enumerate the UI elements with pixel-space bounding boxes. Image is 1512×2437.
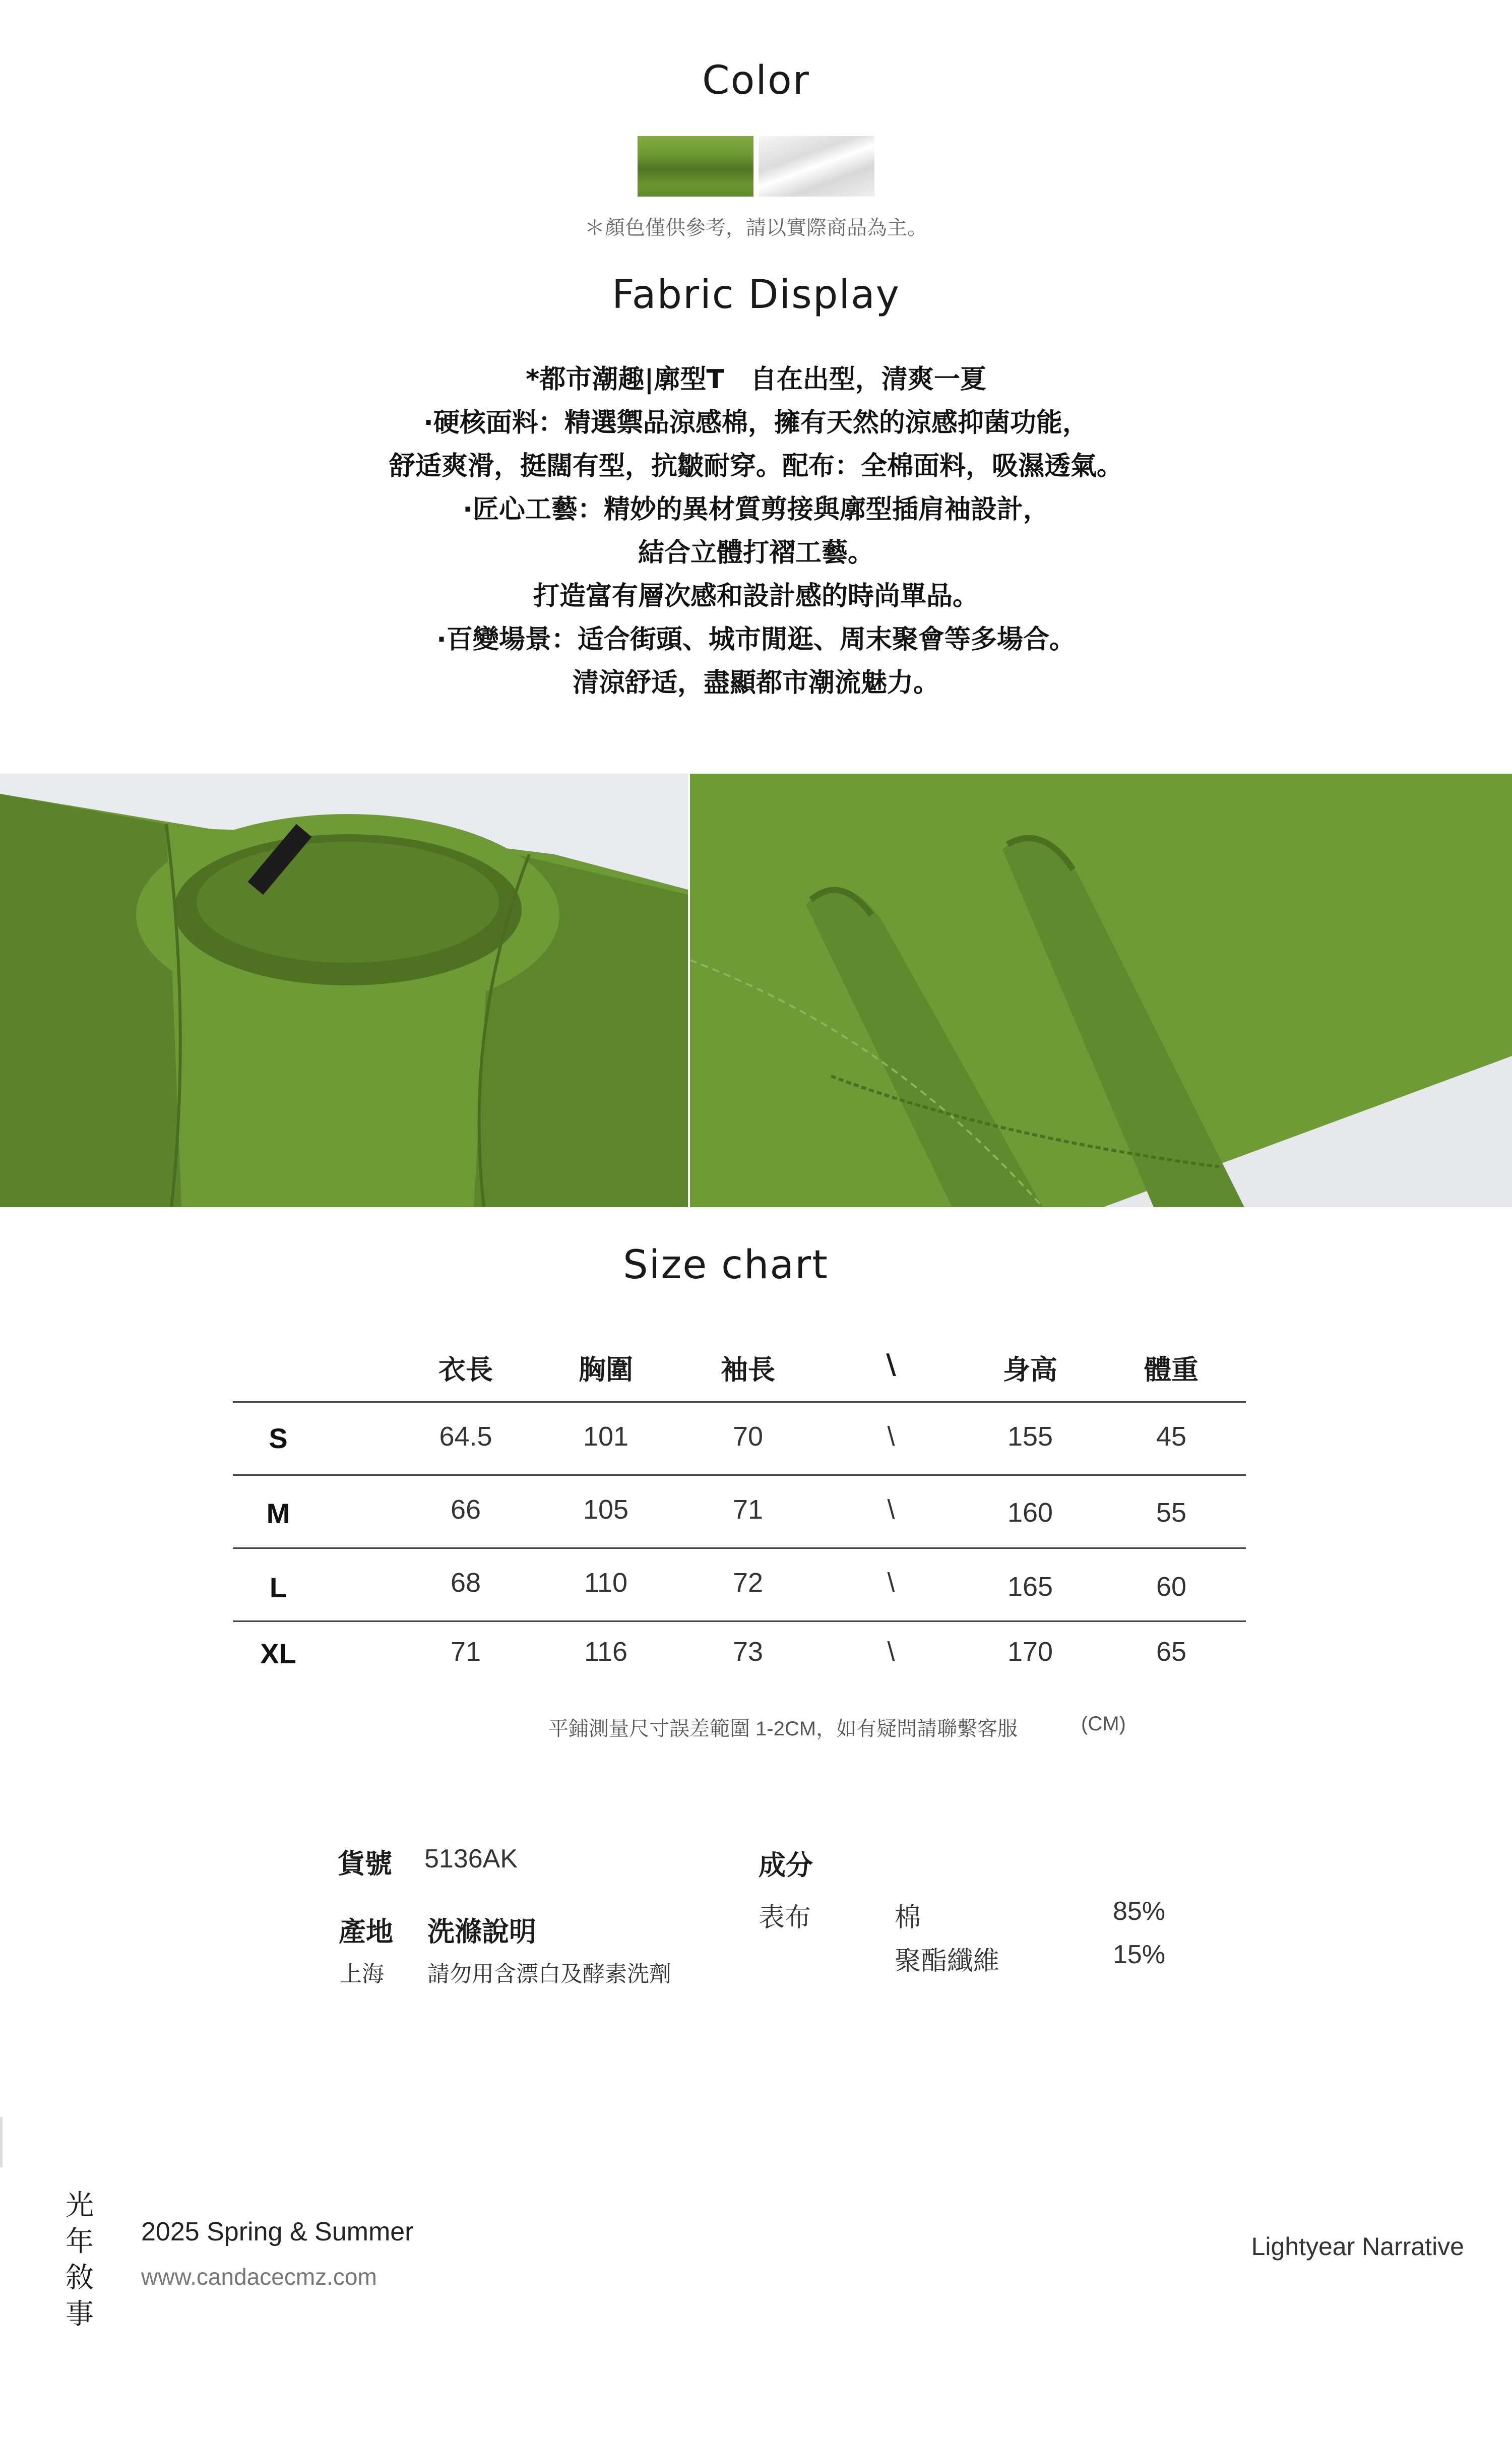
header-separator: \ [886,1348,896,1380]
table-cell: 66 [450,1494,481,1525]
table-cell: 165 [1007,1572,1053,1602]
table-cell: 73 [732,1637,764,1667]
brand-char: 敘 [66,2262,94,2294]
brand-vertical [65,2188,95,2333]
table-cell: \ [887,1637,895,1667]
fabric-line: 舒适爽滑，挺闊有型，抗皺耐穿。配布：全棉面料，吸濕透氣。 [389,451,1123,481]
season-text: 2025 Spring & Summer [141,2217,414,2246]
table-cell: 170 [1007,1637,1053,1667]
color-note: ＊顏色僅供參考，請以實際商品為主。 [585,217,927,239]
table-cell: 55 [1156,1497,1187,1528]
origin-value: 上海 [340,1962,384,1986]
table-cell: 45 [1156,1421,1187,1452]
table-cell: 68 [450,1568,481,1598]
material-name: 聚酯纖維 [895,1947,1000,1976]
table-cell: 110 [584,1568,628,1598]
item-no-label: 貨號 [338,1848,392,1880]
material-pct: 15% [1113,1940,1166,1969]
white-swatch[interactable] [759,136,874,197]
size-note: 平鋪測量尺寸誤差範圍 1-2CM，如有疑問請聯繫客服 [548,1718,1018,1740]
table-cell: \ [887,1568,895,1598]
size-label: S [269,1422,288,1454]
table-cell: \ [887,1421,895,1452]
table-cell: 116 [584,1637,628,1667]
brand-english: Lightyear Narrative [1251,2232,1464,2261]
fabric-label: 表布 [759,1903,811,1932]
size-label: M [266,1497,290,1529]
table-cell: 105 [583,1494,629,1525]
website-link[interactable]: www.candacecmz.com [141,2264,377,2290]
table-row [233,1547,1246,1622]
size-chart-title: Size chart [623,1242,829,1288]
table-cell: 65 [1156,1637,1187,1667]
brand-char: 年 [66,2225,94,2258]
material-name: 棉 [895,1903,921,1932]
collar-detail-photo [0,774,688,1207]
table-row [233,1401,1246,1476]
table-cell: \ [887,1494,895,1525]
size-label: L [269,1572,287,1603]
table-cell: 101 [583,1421,629,1452]
table-row [233,1620,1246,1677]
size-label: XL [260,1638,296,1669]
wash-label: 洗滌說明 [427,1916,536,1948]
table-cell: 155 [1007,1421,1053,1452]
fabric-line: 結合立體打褶工藝。 [638,538,874,568]
size-unit: (CM) [1081,1713,1126,1735]
origin-label: 產地 [339,1916,393,1948]
composition-label: 成分 [759,1849,813,1881]
wash-value: 請勿用含漂白及酵素洗劑 [427,1962,671,1986]
table-cell: 70 [732,1421,764,1452]
table-cell: 71 [732,1494,764,1525]
table-row [233,1474,1246,1549]
fabric-line: *都市潮趣|廓型T 自在出型，清爽一夏 [526,364,986,395]
fabric-line: ·匠心工藝：精妙的異材質剪接與廓型插肩袖設計， [463,494,1049,525]
header-height: 身高 [1003,1354,1057,1386]
fabric-line: ·百變場景：适合街頭、城市閒逛、周末聚會等多場合。 [436,624,1076,655]
table-cell: 72 [732,1568,764,1598]
table-cell: 60 [1156,1572,1187,1602]
collar-illustration [0,774,688,1207]
header-sleeve: 袖長 [721,1354,775,1386]
footer-edge-mark [0,2117,3,2167]
hem-illustration [690,774,1512,1207]
material-pct: 85% [1113,1897,1166,1926]
fabric-title: Fabric Display [612,272,900,318]
hem-detail-photo [690,774,1512,1207]
header-length: 衣長 [438,1354,493,1386]
fabric-line: 清涼舒适，盡顯都市潮流魅力。 [572,668,939,698]
table-cell: 160 [1007,1497,1053,1528]
header-chest: 胸圍 [579,1354,633,1386]
brand-char: 光 [66,2189,94,2222]
item-no-value: 5136AK [424,1844,518,1873]
fabric-line: 打造富有層次感和設計感的時尚單品。 [533,581,979,611]
table-cell: 64.5 [439,1421,492,1452]
table-cell: 71 [450,1637,481,1667]
fabric-description [0,358,1512,705]
fabric-line: ·硬核面料：精選禦品涼感棉，擁有天然的涼感抑菌功能， [423,408,1089,438]
green-swatch[interactable] [638,136,753,197]
color-title: Color [702,58,810,103]
brand-char: 事 [66,2298,94,2331]
header-weight: 體重 [1144,1354,1199,1386]
size-table [233,1331,1246,1683]
